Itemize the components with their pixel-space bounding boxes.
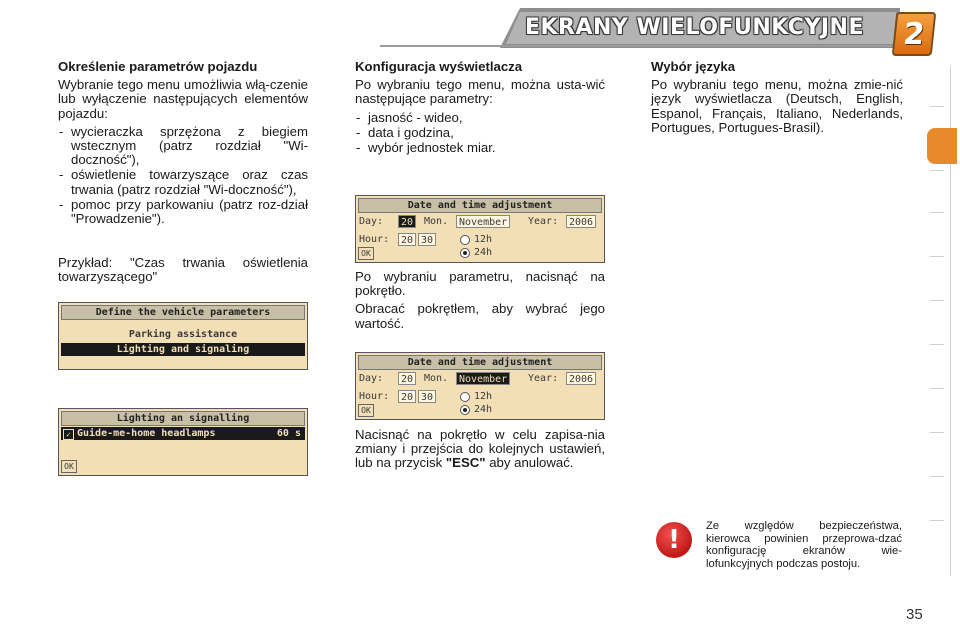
tab-divider <box>930 476 944 477</box>
save-text <box>355 428 605 471</box>
setting-row <box>61 427 305 440</box>
setting-label: Guide-me-home headlamps <box>77 428 216 439</box>
day-value: 20 <box>398 215 416 228</box>
active-chapter-tab <box>927 128 957 164</box>
day-label: Day: <box>359 216 384 227</box>
month-value: November <box>456 372 510 385</box>
tab-divider <box>930 388 944 389</box>
heading-language: Wybór języka <box>651 59 736 74</box>
day-label: Day: <box>359 373 384 384</box>
safety-warning-text: Ze względów bezpieczeństwa, kierowca powinien przeprowa-dzać konfigurację ekranów wie-lofunkcyjnych podczas postoju. <box>706 520 902 570</box>
save-text-part: aby anulować. <box>489 455 574 471</box>
minute-value: 30 <box>418 390 436 403</box>
label-24h: 24h <box>474 404 493 415</box>
hour-value: 20 <box>398 233 416 246</box>
heading-vehicle-parameters: Określenie parametrów pojazdu <box>58 59 258 74</box>
tab-divider <box>930 256 944 257</box>
minute-value: 30 <box>418 233 436 246</box>
ok-button: OK <box>358 247 374 260</box>
ok-button: OK <box>61 460 77 473</box>
screen-title: Date and time adjustment <box>358 198 602 213</box>
month-value: November <box>456 215 510 228</box>
tab-divider <box>930 212 944 213</box>
heading-display-config: Konfiguracja wyświetlacza <box>355 59 523 74</box>
column-display-config <box>355 60 605 156</box>
checkbox-icon: ✓ <box>63 429 74 440</box>
label-12h: 12h <box>474 391 493 402</box>
ok-button: OK <box>358 404 374 417</box>
save-text-part: Nacisnąć na pokrętło w celu zapisa-nia zmiany i przejścia do kolejnych ustawień, lub na przycisk <box>355 427 605 471</box>
setting-value: 60 s <box>276 428 301 439</box>
month-label: Mon. <box>424 373 449 384</box>
hour-label: Hour: <box>359 234 390 245</box>
year-value: 2006 <box>566 372 596 385</box>
radio-24h <box>460 405 470 415</box>
list-item: - wybór jednostek miar. <box>355 141 605 155</box>
day-value: 20 <box>398 372 416 385</box>
menu-item-parking-assistance: Parking assistance <box>128 329 238 340</box>
menu-item-lighting-signaling: Lighting and signaling <box>61 343 305 356</box>
column-language <box>651 60 903 139</box>
example-text: Przykład: "Czas trwania oświetlenia towarzyszącego" <box>58 255 308 285</box>
label-24h: 24h <box>474 247 493 258</box>
tab-divider <box>930 344 944 345</box>
esc-key: "ESC" <box>445 455 486 471</box>
radio-24h <box>460 248 470 258</box>
parameter-list <box>355 111 605 156</box>
page-header <box>0 0 960 56</box>
intro-text: Wybranie tego menu umożliwia włą-czenie lub wyłączenie następujących elementów pojazdu: <box>58 77 308 121</box>
hour-value: 20 <box>398 390 416 403</box>
language-text: Po wybraniu tego menu, można zmie-nić język wyświetlacza (Deutsch, English, Espanol, Français, Italiano, Nederlands, Portugues, Portugues-Brasil). <box>651 77 903 135</box>
screen-title: Date and time adjustment <box>358 355 602 370</box>
radio-12h <box>460 392 470 402</box>
chapter-badge: 2 <box>892 12 937 56</box>
tab-divider <box>930 106 944 107</box>
screen-title: Lighting an signalling <box>61 411 305 426</box>
parameter-list <box>58 125 308 226</box>
exclamation-icon: ! <box>656 522 692 558</box>
hour-label: Hour: <box>359 391 390 402</box>
list-item: - oświetlenie towarzyszące oraz czas trwania (patrz rozdział "Wi-doczność"), <box>58 168 308 196</box>
radio-12h <box>460 235 470 245</box>
list-item: - wycieraczka sprzężona z biegiem wstecznym (patrz rozdział "Wi-doczność"), <box>58 125 308 168</box>
column-display-config-save <box>355 428 605 475</box>
page-number: 35 <box>906 606 923 623</box>
year-label: Year: <box>528 216 559 227</box>
screen-vehicle-parameters <box>58 302 308 370</box>
section-title: EKRANY WIELOFUNKCYJNE <box>524 15 864 40</box>
screen-title: Define the vehicle parameters <box>61 305 305 320</box>
tab-divider <box>930 432 944 433</box>
screen-date-month-selected <box>355 352 605 420</box>
column-vehicle-parameters <box>58 60 308 289</box>
screen-lighting-signalling <box>58 408 308 476</box>
list-item: - pomoc przy parkowaniu (patrz roz-dział "Prowadzenie"). <box>58 198 308 226</box>
month-label: Mon. <box>424 216 449 227</box>
intro-text: Po wybraniu tego menu, można usta-wić następujące parametry: <box>355 77 605 107</box>
list-item: - jasność - wideo, <box>355 111 605 125</box>
tab-divider <box>930 520 944 521</box>
column-display-config-steps <box>355 270 605 335</box>
screen-date-day-selected <box>355 195 605 263</box>
step-text: Obracać pokrętłem, aby wybrać jego wartość. <box>355 301 605 331</box>
year-value: 2006 <box>566 215 596 228</box>
year-label: Year: <box>528 373 559 384</box>
step-text: Po wybraniu parametru, nacisnąć na pokrętło. <box>355 269 605 299</box>
tab-divider <box>930 300 944 301</box>
tab-divider <box>930 170 944 171</box>
label-12h: 12h <box>474 234 493 245</box>
list-item: - data i godzina, <box>355 126 605 140</box>
